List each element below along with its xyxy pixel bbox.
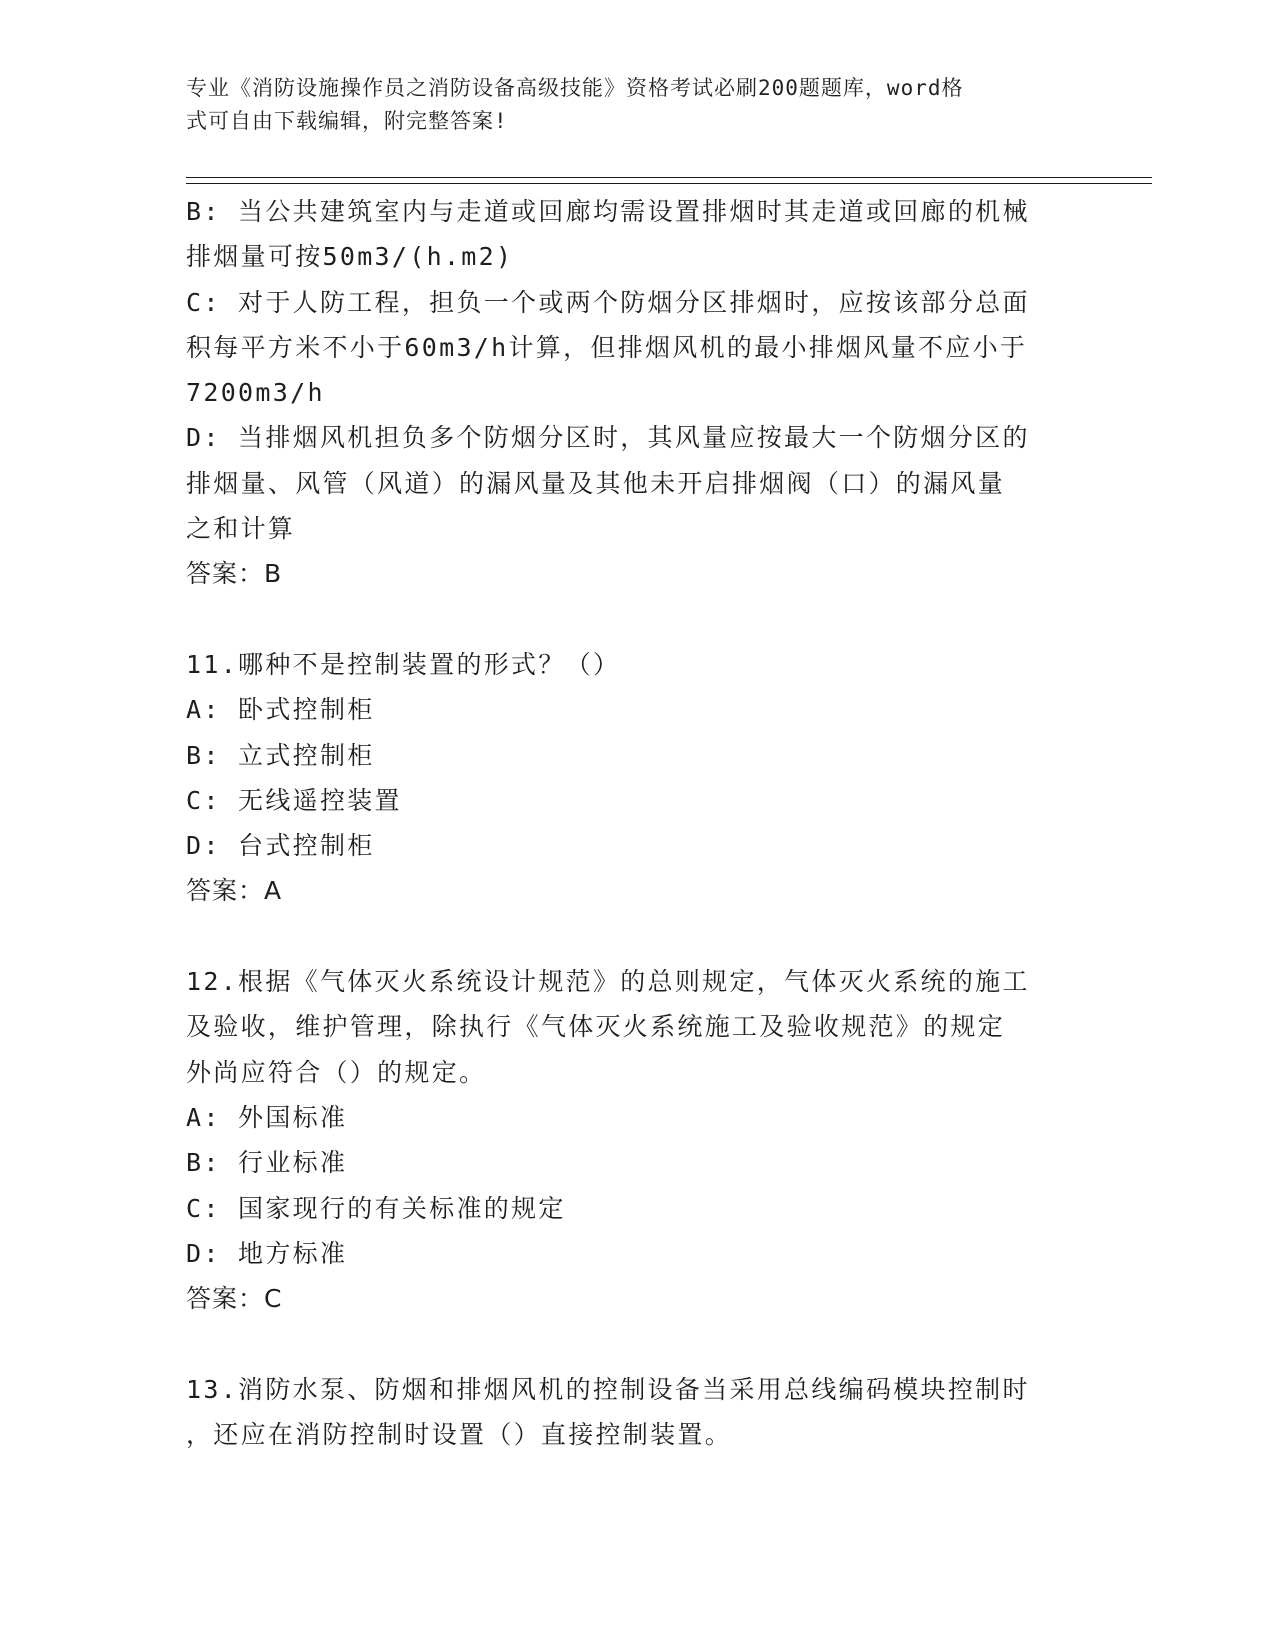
q10-option-c-line-1: C: 对于人防工程，担负一个或两个防烟分区排烟时，应按该部分总面 (186, 287, 1030, 317)
q10-option-d-line-1: D: 当排烟风机担负多个防烟分区时，其风量应按最大一个防烟分区的 (186, 423, 1030, 453)
spacer (186, 914, 1086, 959)
q12-stem-line-2: 及验收，维护管理，除执行《气体灭火系统施工及验收规范》的规定 (186, 1012, 1006, 1042)
q11-option-b: B: 立式控制柜 (186, 740, 375, 770)
header-line-2: 式可自由下载编辑，附完整答案! (186, 109, 508, 133)
q12-answer: 答案：C (186, 1284, 283, 1314)
spacer (186, 597, 1086, 642)
question-11 (186, 642, 1086, 914)
q12-option-b: B: 行业标准 (186, 1148, 348, 1178)
q12-stem-line-1: 12.根据《气体灭火系统设计规范》的总则规定，气体灭火系统的施工 (186, 967, 1030, 997)
spacer (186, 1321, 1086, 1366)
question-10-tail (186, 189, 1086, 597)
q11-option-c: C: 无线遥控装置 (186, 785, 402, 815)
header-line-1: 专业《消防设施操作员之消防设备高级技能》资格考试必刷200题题库，word格 (186, 76, 964, 100)
question-content (186, 189, 1086, 1457)
q12-option-a: A: 外国标准 (186, 1102, 348, 1132)
q11-stem: 11.哪种不是控制装置的形式？（） (186, 649, 621, 679)
q10-answer: 答案：B (186, 559, 283, 589)
q10-option-d-line-3: 之和计算 (186, 514, 296, 544)
q10-option-b-line-2: 排烟量可按50m3/(h.m2) (186, 242, 514, 272)
q13-stem-line-2: ，还应在消防控制时设置（）直接控制装置。 (186, 1420, 733, 1450)
q12-option-c: C: 国家现行的有关标准的规定 (186, 1193, 566, 1223)
q12-option-d: D: 地方标准 (186, 1238, 348, 1268)
q13-stem-line-1: 13.消防水泵、防烟和排烟风机的控制设备当采用总线编码模块控制时 (186, 1374, 1030, 1404)
header-divider-top (186, 177, 1152, 178)
q12-stem-line-3: 外尚应符合（）的规定。 (186, 1057, 487, 1087)
header-divider-bottom (186, 183, 1152, 184)
q11-option-a: A: 卧式控制柜 (186, 695, 375, 725)
q10-option-d-line-2: 排烟量、风管（风道）的漏风量及其他未开启排烟阀（口）的漏风量 (186, 468, 1006, 498)
q11-option-d: D: 台式控制柜 (186, 831, 375, 861)
q10-option-b-line-1: B: 当公共建筑室内与走道或回廊均需设置排烟时其走道或回廊的机械 (186, 197, 1030, 226)
q10-option-c-line-2: 积每平方米不小于60m3/h计算，但排烟风机的最小排烟风量不应小于 (186, 332, 1028, 362)
document-header (186, 72, 1066, 138)
q10-option-c-line-3: 7200m3/h (186, 378, 325, 408)
question-13 (186, 1367, 1086, 1458)
q11-answer: 答案：A (186, 876, 283, 906)
question-12 (186, 959, 1086, 1321)
